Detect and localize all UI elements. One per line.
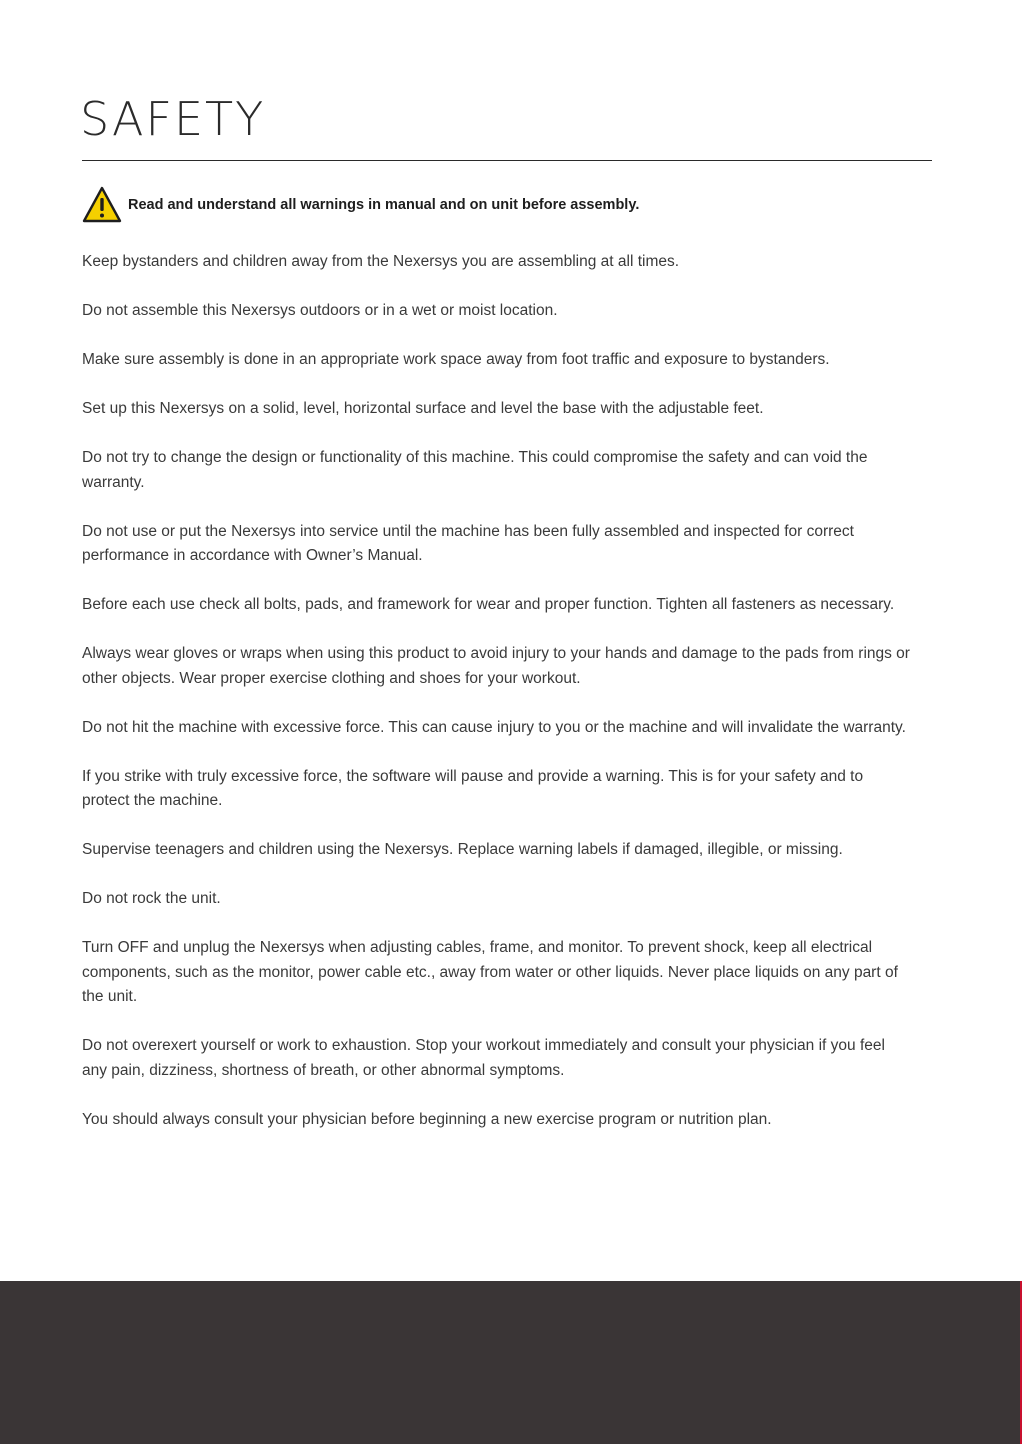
safety-rules-list <box>82 250 912 1157</box>
footer-band <box>0 1281 1022 1444</box>
safety-rule: Do not assemble this Nexersys outdoors or in a wet or moist location. <box>82 302 558 319</box>
title-divider <box>82 160 932 161</box>
safety-rule: Before each use check all bolts, pads, and framework for wear and proper function. Tighten all fasteners as necessary. <box>82 596 895 613</box>
safety-rule: Set up this Nexersys on a solid, level, horizontal surface and level the base with the adjustable feet. <box>82 400 764 417</box>
safety-rule: You should always consult your physician before beginning a new exercise program or nutrition plan. <box>82 1110 772 1128</box>
safety-rule: Do not try to change the design or functionality of this machine. This could compromise the safety and can void the warranty. <box>82 449 868 491</box>
safety-rule: Always wear gloves or wraps when using this product to avoid injury to your hands and damage to the pads from rings or other objects. Wear proper exercise clothing and shoes for your workout. <box>82 645 910 687</box>
assembly-warning <box>82 186 639 224</box>
safety-rule: Turn OFF and unplug the Nexersys when adjusting cables, frame, and monitor. To prevent shock, keep all electrical components, such as the monitor, power cable etc., away from water or other liquids. Never place liquids on any part of the unit. <box>82 939 898 1005</box>
safety-rule: Do not use or put the Nexersys into service until the machine has been fully assembled and inspected for correct performance in accordance with Owner’s Manual. <box>82 522 854 564</box>
safety-rule: Do not hit the machine with excessive force. This can cause injury to you or the machine and will invalidate the warranty. <box>82 718 906 736</box>
safety-rule: Do not rock the unit. <box>82 890 221 907</box>
safety-rule: Do not overexert yourself or work to exhaustion. Stop your workout immediately and consult your physician if you feel any pain, dizziness, shortness of breath, or other abnormal symptoms. <box>82 1037 885 1079</box>
safety-rule: Keep bystanders and children away from the Nexersys you are assembling at all times. <box>82 253 680 270</box>
page-title: SAFETY <box>80 92 266 146</box>
safety-rule: If you strike with truly excessive force, the software will pause and provide a warning. This is for your safety and to protect the machine. <box>82 767 864 809</box>
warning-text: Read and understand all warnings in manual and on unit before assembly. <box>128 197 640 213</box>
safety-rule: Make sure assembly is done in an appropriate work space away from foot traffic and exposure to bystanders. <box>82 351 830 368</box>
warning-triangle-icon <box>82 186 122 224</box>
safety-rule: Supervise teenagers and children using the Nexersys. Replace warning labels if damaged, illegible, or missing. <box>82 841 843 858</box>
